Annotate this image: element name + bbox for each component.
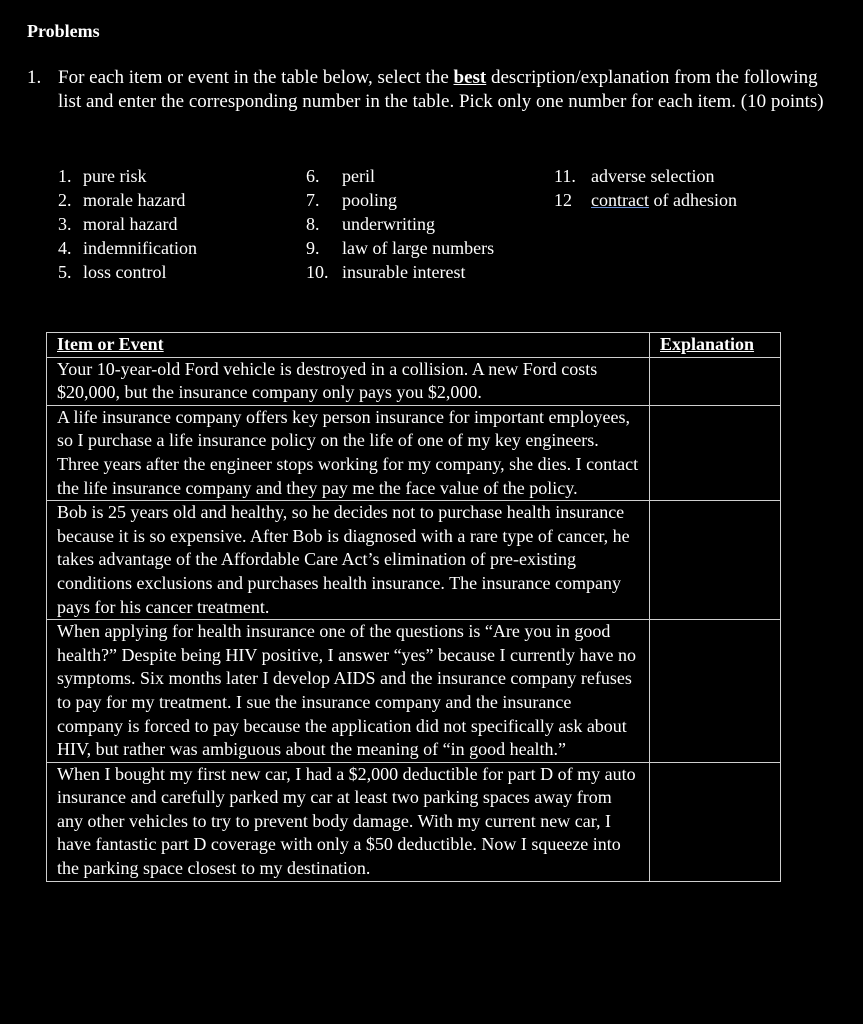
page-heading: Problems [27, 21, 100, 41]
options-column-2 [306, 164, 494, 284]
option-item: 5. loss control [58, 262, 167, 282]
options-column-1 [58, 164, 197, 284]
problem-1 [27, 66, 827, 114]
option-item: 9. law of large numbers [306, 238, 495, 258]
option-item: 2. morale hazard [58, 190, 186, 210]
header-explanation: Explanation [650, 333, 781, 358]
explanation-cell[interactable] [650, 357, 781, 405]
item-cell: A life insurance company offers key person insurance for important employees, so I purchase a life insurance policy on the life of one of my key engineers. Three years after the engineer stops working for my company, she dies. I contact the life insurance company and they pay me the face value of the policy. [47, 405, 650, 500]
table-row [47, 762, 781, 881]
item-cell: Bob is 25 years old and healthy, so he decides not to purchase health insurance because it is so expensive. After Bob is diagnosed with a rare type of cancer, he takes advantage of the Affordable Care Act’s elimination of pre-existing conditions exclusions and purchases health insurance. The insurance company pays for his cancer treatment. [47, 501, 650, 620]
option-item: 12 contract of adhesion [554, 190, 737, 210]
explanation-cell[interactable] [650, 501, 781, 620]
item-cell: When I bought my first new car, I had a $2,000 deductible for part D of my auto insurance and carefully parked my car at least two parking spaces away from any other vehicles to try to prevent body damage. With my current new car, I have fantastic part D coverage with only a $50 deductible. Now I squeeze into the parking space closest to my destination. [47, 762, 650, 881]
option-item: 4. indemnification [58, 238, 197, 258]
option-item: 1. pure risk [58, 166, 147, 186]
emphasis-best: best [453, 67, 487, 88]
problem-instructions: For each item or event in the table below, select the best description/explanation from the following list and enter the corresponding number in the table. Pick only one number for each item. (10 points) [58, 67, 824, 112]
table-row [47, 405, 781, 500]
option-item: 11. adverse selection [554, 166, 715, 186]
option-item: 3. moral hazard [58, 214, 178, 234]
item-cell: When applying for health insurance one of the questions is “Are you in good health?” Despite being HIV positive, I answer “yes” because I currently have no symptoms. Six months later I develop AIDS and the insurance company refuses to pay for my treatment. I sue the insurance company and the insurance company is forced to pay because the application did not specifically ask about HIV, but rather was ambiguous about the meaning of “in good health.” [47, 620, 650, 763]
table-row [47, 620, 781, 763]
option-item: 10. insurable interest [306, 262, 466, 282]
options-column-3 [554, 164, 737, 212]
option-item: 7. pooling [306, 190, 398, 210]
table-row [47, 501, 781, 620]
table-header-row [47, 333, 781, 358]
explanation-cell[interactable] [650, 405, 781, 500]
table-row [47, 357, 781, 405]
header-item-or-event: Item or Event [47, 333, 650, 358]
items-table [46, 332, 781, 882]
explanation-cell[interactable] [650, 620, 781, 763]
explanation-cell[interactable] [650, 762, 781, 881]
option-item: 6. peril [306, 166, 375, 186]
option-item: 8. underwriting [306, 214, 435, 234]
problem-number: 1. [27, 67, 42, 88]
item-cell: Your 10-year-old Ford vehicle is destroyed in a collision. A new Ford costs $20,000, but the insurance company only pays you $2,000. [47, 357, 650, 405]
